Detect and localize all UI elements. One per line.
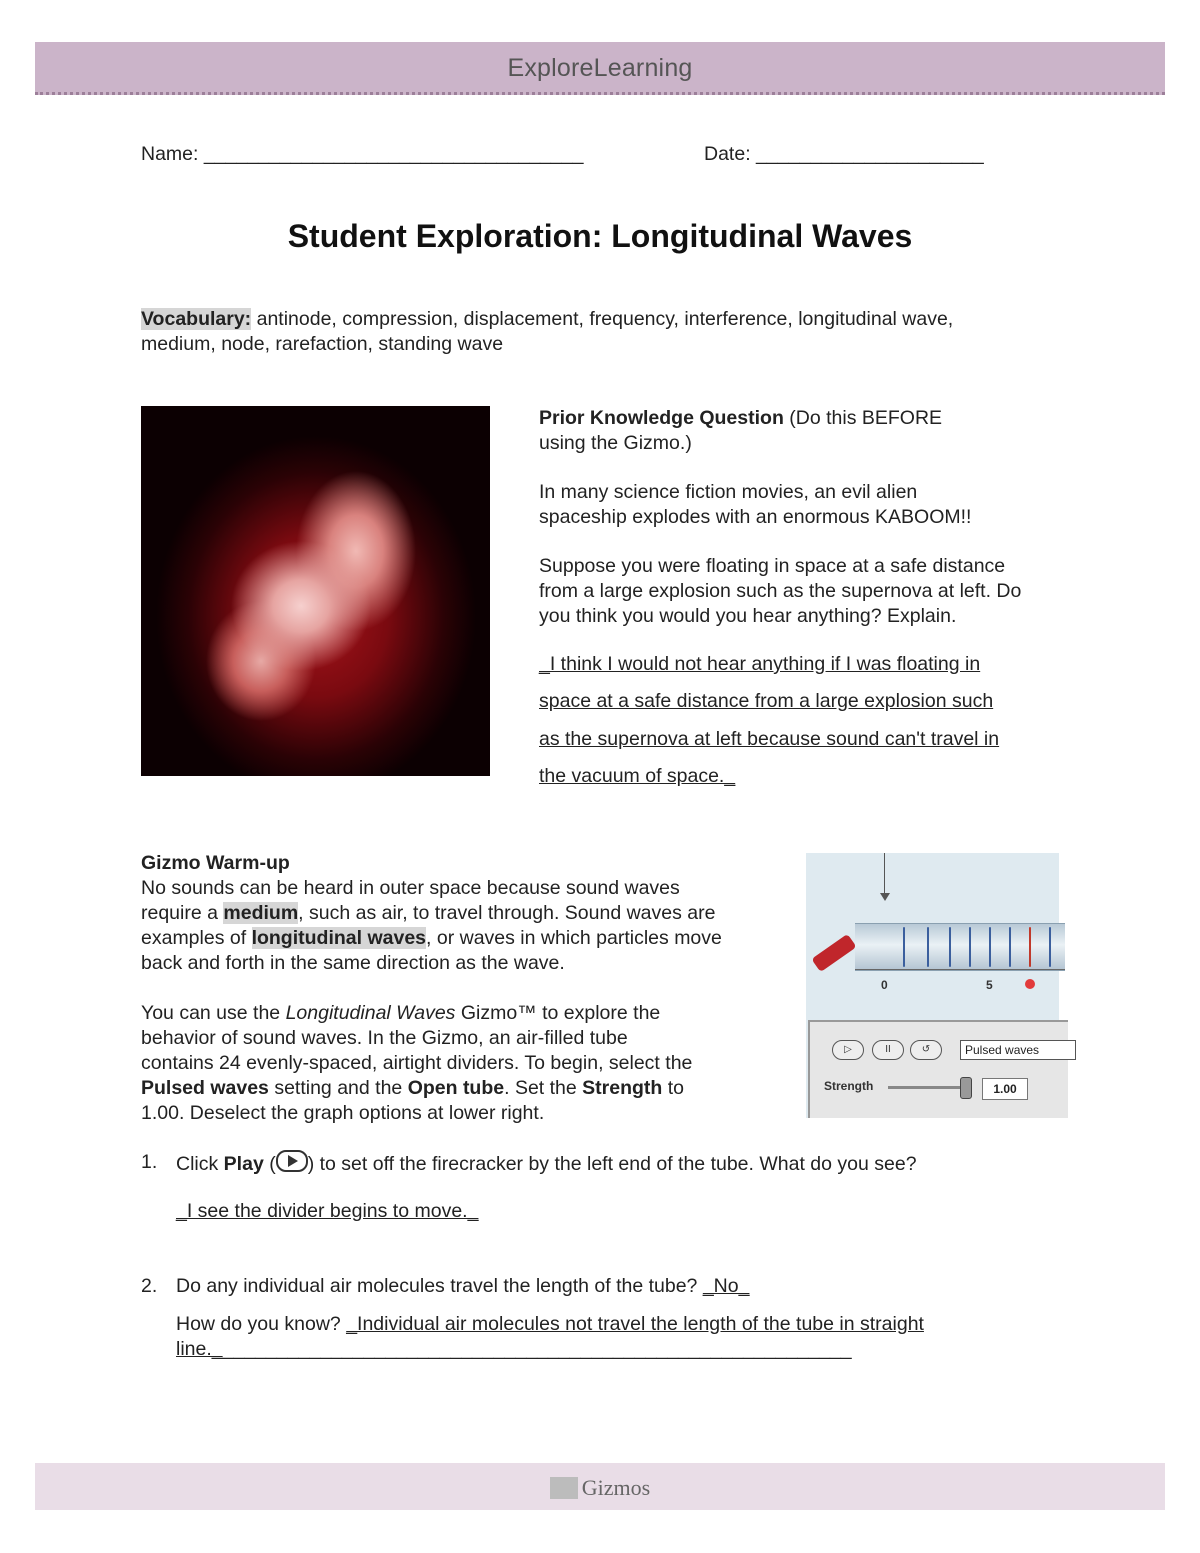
warmup-block [141, 851, 791, 1126]
q2-how-line [176, 1312, 1076, 1337]
arrow-down-icon [880, 893, 890, 901]
tube-divider [903, 927, 905, 967]
el-logo-icon [550, 1477, 578, 1499]
strength-value: 1.00 [982, 1078, 1028, 1100]
prior-knowledge-heading: Prior Knowledge Question [539, 407, 784, 429]
q1-text-a: Click [176, 1153, 224, 1175]
strength-slider-knob [960, 1077, 972, 1099]
warmup-heading: Gizmo Warm-up [141, 852, 290, 874]
prior-answer-line2: space at a safe distance from a large explosion such [539, 690, 994, 712]
warmup-p2-l2: behavior of sound waves. In the Gizmo, an air-filled tube [141, 1027, 628, 1049]
prior-para1-line1: In many science fiction movies, an evil alien [539, 481, 918, 503]
strength-slider-track [888, 1086, 970, 1089]
prior-knowledge-note: (Do this BEFORE [783, 407, 943, 429]
reset-button-icon: ↺ [910, 1040, 942, 1060]
arrow-line [884, 853, 885, 897]
air-tube [855, 923, 1065, 971]
q2-how-answer-2: line._ [176, 1338, 223, 1360]
term-strength: Strength [582, 1077, 663, 1099]
term-longitudinal-waves: longitudinal waves [251, 927, 427, 949]
q2-answer: _No_ [702, 1275, 750, 1297]
name-line [141, 142, 583, 167]
name-label: Name: [141, 143, 204, 165]
warmup-p1-l4: back and forth in the same direction as the wave. [141, 952, 565, 974]
prior-para2-line1: Suppose you were floating in space at a safe distance [539, 555, 1006, 577]
vocabulary-terms-2: medium, node, rarefaction, standing wave [141, 333, 504, 355]
vocabulary-block [141, 307, 1081, 357]
wave-type-select: Pulsed waves [960, 1040, 1076, 1060]
prior-answer-line4: the vacuum of space._ [539, 765, 736, 787]
warmup-p1-l2a: require a [141, 902, 224, 924]
tube-divider [949, 927, 951, 967]
tube-divider [927, 927, 929, 967]
marker-dot [1025, 979, 1035, 989]
warmup-p2-l5: 1.00. Deselect the graph options at lower right. [141, 1102, 545, 1124]
prior-knowledge-block [539, 406, 1079, 629]
term-pulsed-waves: Pulsed waves [141, 1077, 269, 1099]
date-label: Date: [704, 143, 757, 165]
explorelearning-logo: ExploreLearning [507, 54, 693, 82]
q1-text-d: ) to set off the firecracker by the left end of the tube. What do you see? [307, 1153, 917, 1175]
ruler-label-5: 5 [986, 978, 993, 992]
vocabulary-label: Vocabulary: [141, 308, 252, 330]
warmup-p2-l1c: Gizmo™ to explore the [455, 1002, 661, 1024]
gizmos-logo-text: Gizmos [581, 1475, 651, 1500]
warmup-p2-l3: contains 24 evenly-spaced, airtight dividers. To begin, select the [141, 1052, 693, 1074]
gizmo-control-panel [808, 1020, 1068, 1118]
q2-line [176, 1274, 749, 1299]
supernova-image [141, 406, 490, 776]
prior-knowledge-note-2: using the Gizmo.) [539, 432, 692, 454]
tube-ruler [855, 969, 1065, 978]
footer-band [35, 1463, 1165, 1510]
warmup-p1-l2c: , such as air, to travel through. Sound waves are [298, 902, 716, 924]
header-band [35, 42, 1165, 95]
tube-divider [969, 927, 971, 967]
q2-how-answer-1: _Individual air molecules not travel the length of the tube in straight [346, 1313, 924, 1335]
warmup-p2-l1a: You can use the [141, 1002, 286, 1024]
warmup-p1-l1: No sounds can be heard in outer space because sound waves [141, 877, 680, 899]
q1-number: 1. [141, 1151, 158, 1173]
warmup-p2-l4f: to [662, 1077, 685, 1099]
strength-label: Strength [824, 1079, 874, 1093]
q2-how-blank: __________________________________________________________ [222, 1338, 852, 1360]
q1-play-word: Play [223, 1153, 264, 1175]
date-line [704, 142, 984, 167]
ruler-label-0: 0 [881, 978, 888, 992]
pause-button-icon: II [872, 1040, 904, 1060]
tube-divider-marked [1029, 927, 1031, 967]
vocabulary-terms-1: antinode, compression, displacement, frequency, interference, longitudinal wave, [251, 308, 954, 330]
prior-para2-line2: from a large explosion such as the supernova at left. Do [539, 580, 1022, 602]
q2-how-label: How do you know? [176, 1313, 347, 1335]
warmup-p2-l4b: setting and the [268, 1077, 408, 1099]
page-title: Student Exploration: Longitudinal Waves [287, 218, 913, 254]
q1-text [176, 1150, 1076, 1177]
q2-how-line2 [176, 1337, 852, 1362]
tube-divider [1049, 927, 1051, 967]
q1-answer: _I see the divider begins to move._ [176, 1200, 479, 1222]
tube-divider [1009, 927, 1011, 967]
q1-text-c: ( [263, 1153, 276, 1175]
q2-text: Do any individual air molecules travel the length of the tube? [176, 1275, 703, 1297]
prior-answer-line1: _I think I would not hear anything if I was floating in [539, 653, 981, 675]
date-blank: _____________________ [756, 143, 984, 165]
prior-para1-line2: spaceship explodes with an enormous KABOOM!! [539, 506, 972, 528]
name-blank: ___________________________________ [203, 143, 584, 165]
term-medium: medium [223, 902, 299, 924]
term-open-tube: Open tube [407, 1077, 505, 1099]
gizmo-name: Longitudinal Waves [285, 1002, 456, 1024]
prior-para2-line3: you think you would you hear anything? Explain. [539, 605, 957, 627]
play-button-icon: ▷ [832, 1040, 864, 1060]
warmup-p1-l3c: , or waves in which particles move [426, 927, 722, 949]
warmup-p2-l4d: . Set the [504, 1077, 583, 1099]
warmup-p1-l3a: examples of [141, 927, 252, 949]
gizmos-logo [35, 1475, 1165, 1501]
q2-number: 2. [141, 1275, 158, 1297]
tube-divider [989, 927, 991, 967]
play-icon [276, 1150, 308, 1172]
prior-answer-line3: as the supernova at left because sound can't travel in [539, 728, 1000, 750]
